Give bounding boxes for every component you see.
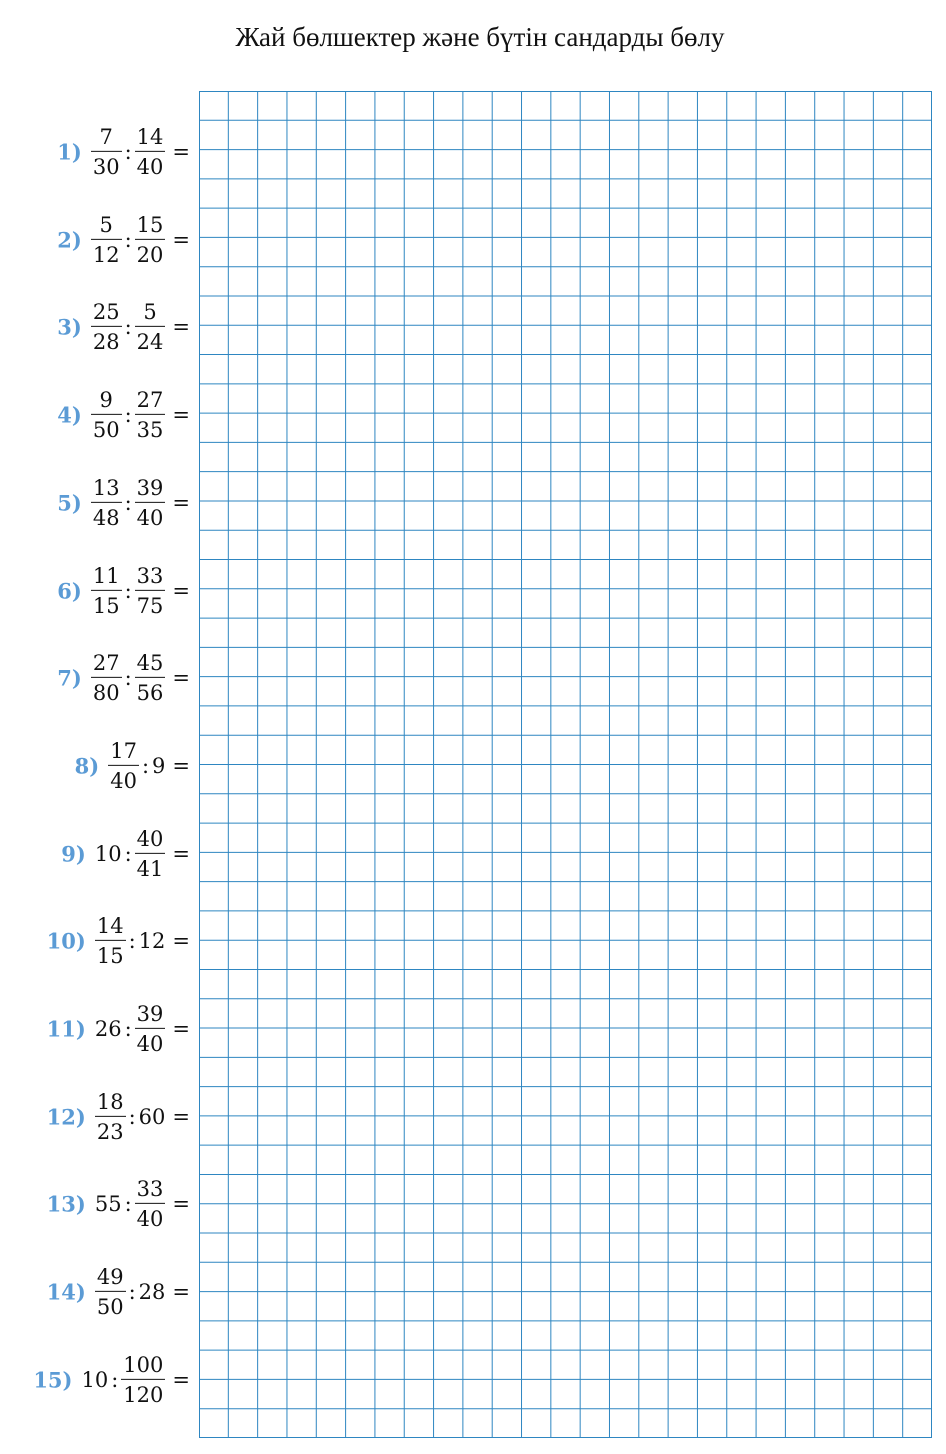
expression	[94, 1177, 190, 1231]
left-whole-number: 10	[94, 842, 122, 866]
left-fraction	[107, 739, 140, 793]
division-sign: :	[124, 315, 132, 339]
numerator: 14	[136, 124, 164, 149]
equals-sign: =	[172, 403, 190, 427]
denominator: 30	[92, 155, 120, 179]
problem-number: 9)	[61, 841, 86, 867]
equals-sign: =	[172, 491, 190, 515]
equals-sign: =	[172, 579, 190, 603]
problem-10	[0, 906, 199, 976]
expression	[90, 564, 190, 618]
problem-number: 11)	[46, 1016, 86, 1042]
division-sign: :	[124, 140, 132, 164]
denominator: 40	[136, 1032, 164, 1056]
problem-3	[0, 292, 199, 362]
problem-number: 14)	[46, 1279, 86, 1305]
answer-grid[interactable]	[199, 91, 932, 1438]
right-fraction	[134, 213, 167, 267]
equals-sign: =	[172, 929, 190, 953]
expression	[107, 739, 190, 793]
grid-lines	[199, 91, 932, 1438]
denominator: 56	[136, 681, 164, 705]
expression	[94, 1265, 190, 1319]
numerator: 27	[136, 387, 164, 412]
denominator: 80	[92, 681, 120, 705]
division-sign: :	[124, 842, 132, 866]
problem-15	[0, 1345, 199, 1415]
division-sign: :	[111, 1368, 119, 1392]
equals-sign: =	[172, 666, 190, 690]
problem-number: 13)	[46, 1191, 86, 1217]
denominator: 15	[92, 594, 120, 618]
expression	[80, 1353, 190, 1407]
problem-number: 10)	[46, 928, 86, 954]
problem-number: 15)	[33, 1367, 73, 1393]
right-fraction	[134, 564, 167, 618]
left-fraction	[90, 300, 123, 354]
problem-9	[0, 819, 199, 889]
numerator: 11	[92, 563, 120, 588]
expression	[90, 476, 190, 530]
denominator: 15	[96, 944, 124, 968]
left-fraction	[94, 1090, 127, 1144]
division-sign: :	[124, 403, 132, 427]
expression	[90, 651, 190, 705]
equals-sign: =	[172, 754, 190, 778]
problem-13	[0, 1169, 199, 1239]
right-fraction	[134, 651, 167, 705]
division-sign: :	[124, 1192, 132, 1216]
problem-number: 3)	[57, 314, 82, 340]
numerator: 27	[92, 650, 120, 675]
left-fraction	[90, 213, 123, 267]
numerator: 25	[92, 299, 120, 324]
division-sign: :	[141, 754, 150, 778]
equals-sign: =	[172, 1017, 190, 1041]
denominator: 20	[136, 243, 164, 267]
numerator: 39	[136, 475, 164, 500]
problem-number: 2)	[57, 227, 82, 253]
numerator: 33	[136, 563, 164, 588]
expression	[90, 388, 190, 442]
expression	[94, 1090, 190, 1144]
numerator: 49	[96, 1264, 124, 1289]
left-whole-number: 10	[81, 1368, 109, 1392]
expression	[90, 300, 190, 354]
equals-sign: =	[172, 315, 190, 339]
denominator: 23	[96, 1120, 124, 1144]
expression	[94, 1002, 190, 1056]
numerator: 5	[99, 212, 113, 237]
numerator: 15	[136, 212, 164, 237]
left-fraction	[94, 914, 127, 968]
division-sign: :	[124, 491, 132, 515]
numerator: 18	[96, 1089, 124, 1114]
problem-1	[0, 117, 199, 187]
right-fraction	[134, 125, 167, 179]
expression	[90, 125, 190, 179]
division-sign: :	[128, 1105, 136, 1129]
numerator: 13	[92, 475, 120, 500]
division-sign: :	[128, 929, 136, 953]
division-sign: :	[124, 579, 132, 603]
denominator: 50	[92, 418, 120, 442]
right-fraction	[134, 1002, 167, 1056]
denominator: 75	[136, 594, 164, 618]
problem-11	[0, 994, 199, 1064]
problem-number: 4)	[57, 402, 82, 428]
left-fraction	[90, 476, 123, 530]
problem-6	[0, 556, 199, 626]
equals-sign: =	[172, 228, 190, 252]
division-sign: :	[128, 1280, 136, 1304]
numerator: 100	[123, 1352, 164, 1377]
left-fraction	[90, 651, 123, 705]
numerator: 9	[99, 387, 113, 412]
problem-number: 8)	[74, 753, 100, 779]
left-fraction	[90, 125, 123, 179]
denominator: 41	[136, 857, 164, 881]
problem-8	[0, 731, 199, 801]
denominator: 40	[136, 506, 164, 530]
right-whole-number: 60	[138, 1105, 166, 1129]
problem-5	[0, 468, 199, 538]
numerator: 7	[99, 124, 113, 149]
problem-4	[0, 380, 199, 450]
division-sign: :	[124, 666, 132, 690]
expression	[94, 827, 190, 881]
numerator: 33	[136, 1176, 164, 1201]
expression	[90, 213, 190, 267]
right-whole-number: 28	[138, 1280, 166, 1304]
denominator: 35	[136, 418, 164, 442]
problem-number: 7)	[57, 665, 82, 691]
division-sign: :	[124, 228, 132, 252]
equals-sign: =	[172, 842, 190, 866]
denominator: 40	[136, 1207, 164, 1231]
right-fraction	[134, 1177, 167, 1231]
right-whole-number: 9	[152, 754, 166, 778]
numerator: 5	[143, 299, 157, 324]
left-whole-number: 26	[94, 1017, 122, 1041]
division-sign: :	[124, 1017, 132, 1041]
right-fraction	[134, 388, 167, 442]
problem-number: 6)	[57, 578, 82, 604]
numerator: 45	[136, 650, 164, 675]
numerator: 14	[96, 913, 124, 938]
problem-2	[0, 205, 199, 275]
page-title: Жай бөлшектер және бүтін сандарды бөлу	[235, 22, 725, 52]
numerator: 40	[136, 826, 164, 851]
left-fraction	[90, 564, 123, 618]
problem-12	[0, 1082, 199, 1152]
denominator: 48	[92, 506, 120, 530]
denominator: 120	[123, 1383, 164, 1407]
denominator: 12	[92, 243, 120, 267]
right-fraction	[134, 476, 167, 530]
problem-number: 5)	[57, 490, 82, 516]
right-fraction	[134, 827, 167, 881]
right-whole-number: 12	[138, 929, 166, 953]
problem-14	[0, 1257, 199, 1327]
right-fraction	[120, 1353, 166, 1407]
expression	[94, 914, 190, 968]
equals-sign: =	[172, 1280, 190, 1304]
equals-sign: =	[172, 1105, 190, 1129]
left-fraction	[94, 1265, 127, 1319]
problem-7	[0, 643, 199, 713]
equals-sign: =	[172, 140, 190, 164]
problem-number: 1)	[57, 139, 82, 165]
left-whole-number: 55	[94, 1192, 122, 1216]
right-fraction	[134, 300, 167, 354]
equals-sign: =	[172, 1368, 190, 1392]
denominator: 40	[136, 155, 164, 179]
denominator: 40	[110, 769, 137, 793]
denominator: 28	[92, 330, 120, 354]
denominator: 24	[136, 330, 164, 354]
denominator: 50	[96, 1295, 124, 1319]
numerator: 39	[136, 1001, 164, 1026]
problem-number: 12)	[46, 1104, 86, 1130]
numerator: 17	[110, 738, 137, 763]
equals-sign: =	[172, 1192, 190, 1216]
left-fraction	[90, 388, 123, 442]
